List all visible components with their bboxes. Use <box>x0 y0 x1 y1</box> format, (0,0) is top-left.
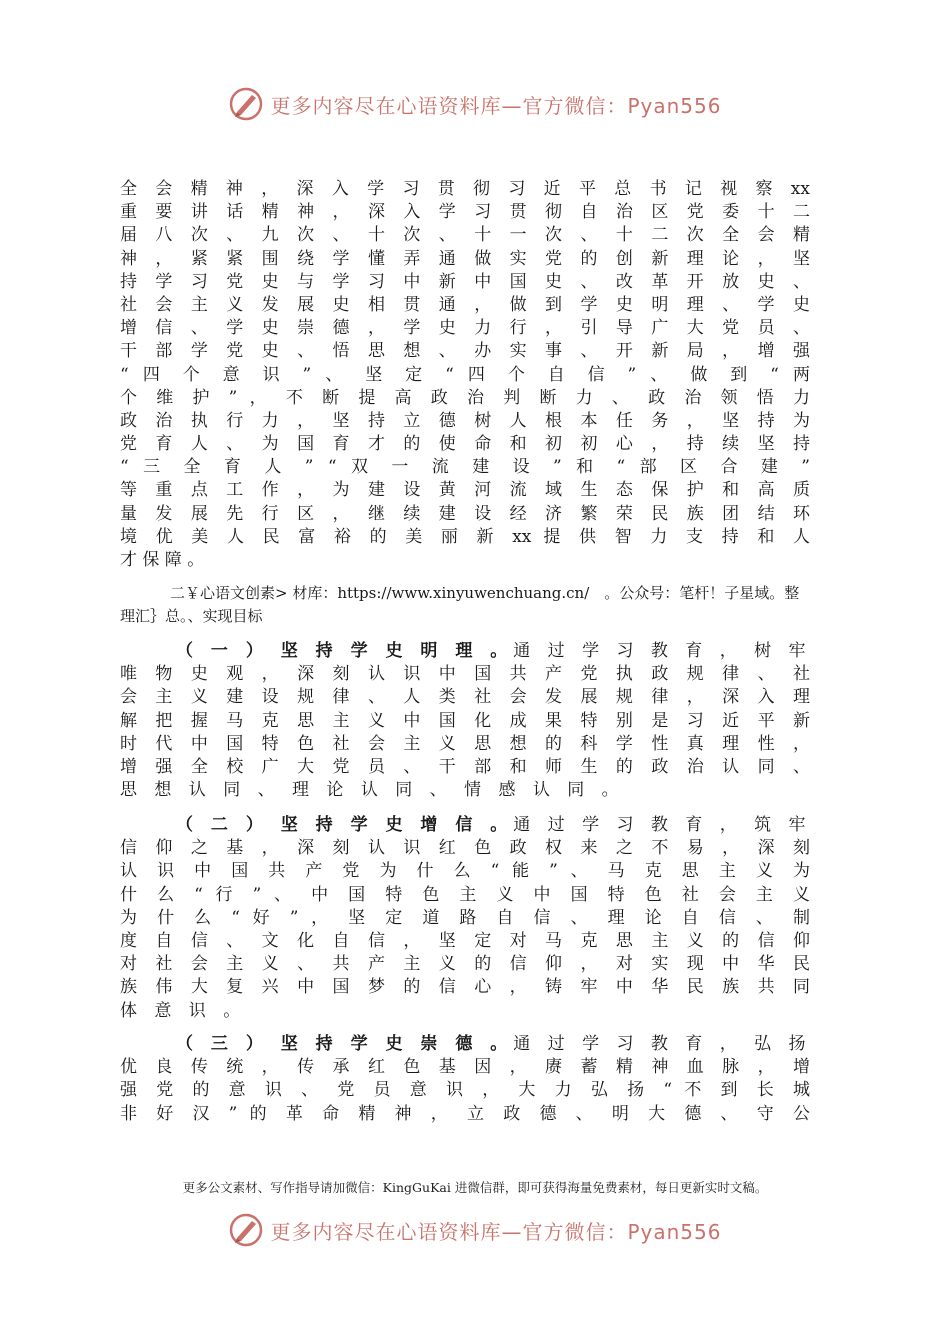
text-line: 体 意 识 。 <box>120 1000 247 1021</box>
section-heading-line <box>120 1033 810 1056</box>
text-line: 族 伟 大 复 兴 中 国 梦 的 信 心 ， 铸 牢 中 华 民 族 共 同 <box>120 977 810 998</box>
text-line: 为 什 么 “ 好 ” ， 坚 定 道 路 自 信 、 理 论 自 信 、 制 <box>120 907 810 928</box>
section-heading-line <box>120 814 810 837</box>
text-line: 度 自 信 、 文 化 自 信 ， 坚 定 对 马 克 思 主 义 的 信 仰 <box>120 930 810 951</box>
text-line: 才 保 障 。 <box>120 550 205 570</box>
pen-logo-icon <box>228 1212 264 1248</box>
text-line: 非 好 汉 ” 的 革 命 精 神 ， 立 政 德 、 明 大 德 、 守 公 <box>120 1103 810 1124</box>
text-line: 届 八 次 、 九 次 、 十 次 、 十 一 次 、 十 二 次 全 会 精 <box>120 225 810 246</box>
section-heading: （ 三 ） 坚 持 学 史 崇 德 。 <box>176 1034 514 1054</box>
text-line: 什 么 “ 行 ” 、 中 国 特 色 主 义 中 国 特 色 社 会 主 义 <box>120 884 810 905</box>
footer-note: 更多公文素材、写作指导请加微信：KingGuKai 进微信群，即可获得海量免费素材，每日更新实时文稿。 <box>182 1180 768 1195</box>
pen-logo-icon <box>228 86 264 122</box>
text-line: “ 三 全 育 人 ” “ 双 一 流 建 设 ” 和 “ 部 区 合 建 ” <box>120 457 810 478</box>
text-line: 通 过 学 习 教 育 ， 树 牢 <box>513 641 812 661</box>
text-line: 时 代 中 国 特 色 社 会 主 义 思 想 的 科 学 性 真 理 性 ， <box>120 733 810 754</box>
section-3 <box>120 1033 810 1126</box>
text-line: 量 发 展 先 行 区 ， 继 续 建 设 经 济 繁 荣 民 族 团 结 环 <box>120 503 810 524</box>
text-line: 全 会 精 神 ， 深 入 学 习 贯 彻 习 近 平 总 书 记 视 察 xx <box>120 179 810 199</box>
section-heading: （ 二 ） 坚 持 学 史 增 信 。 <box>176 815 514 835</box>
text-line: 神 ， 紧 紧 围 绕 学 懂 弄 通 做 实 党 的 创 新 理 论 ， 坚 <box>120 248 810 269</box>
source-line: 理汇｝总。、实现目标 <box>120 607 263 625</box>
banner-text: 更多内容尽在心语资料库—官方微信：Pyan556 <box>270 1219 722 1244</box>
text-line: 认 识 中 国 共 产 党 为 什 么 “ 能 ” 、 马 克 思 主 义 为 <box>120 861 810 882</box>
text-line: 唯 物 史 观 ， 深 刻 认 识 中 国 共 产 党 执 政 规 律 、 社 <box>120 664 810 685</box>
banner-text: 更多内容尽在心语资料库—官方微信：Pyan556 <box>270 93 722 118</box>
text-line: 政 治 执 行 力 ， 坚 持 立 德 树 人 根 本 任 务 ， 坚 持 为 <box>120 410 810 431</box>
bottom-banner <box>0 1210 950 1250</box>
text-line: 个 维 护 ” ， 不 断 提 高 政 治 判 断 力 、 政 治 领 悟 力 <box>120 387 810 408</box>
source-note <box>120 582 810 628</box>
text-line: 解 把 握 马 克 思 主 义 中 国 化 成 果 特 别 是 习 近 平 新 <box>120 710 810 731</box>
text-line: 重 要 讲 话 精 神 ， 深 入 学 习 贯 彻 自 治 区 党 委 十 二 <box>120 202 810 223</box>
text-line: 等 重 点 工 作 ， 为 建 设 黄 河 流 域 生 态 保 护 和 高 质 <box>120 480 810 501</box>
section-heading: （ 一 ） 坚 持 学 史 明 理 。 <box>176 641 514 661</box>
text-line: 信 仰 之 基 ， 深 刻 认 识 红 色 政 权 来 之 不 易 ， 深 刻 <box>120 838 810 859</box>
text-line: 增 信 、 学 史 崇 德 ， 学 史 力 行 ， 引 导 广 大 党 员 、 <box>120 318 810 339</box>
text-line: 对 社 会 主 义 、 共 产 主 义 的 信 仰 ， 对 实 现 中 华 民 <box>120 954 810 975</box>
text-line: 强 党 的 意 识 、 党 员 意 识 ， 大 力 弘 扬 “ 不 到 长 城 <box>120 1080 810 1101</box>
section-1 <box>120 640 810 802</box>
text-line: 会 主 义 建 设 规 律 、 人 类 社 会 发 展 规 律 ， 深 入 理 <box>120 687 810 708</box>
source-line: 二￥心语文创素> 材库：https://www.xinyuwenchuang.cn/ 。公众号：笔杆！子星域。整 <box>170 584 800 602</box>
text-line: 社 会 主 义 发 展 史 相 贯 通 ， 做 到 学 史 明 理 、 学 史 <box>120 294 810 315</box>
text-line: 持 学 习 党 史 与 学 习 中 新 中 国 史 、 改 革 开 放 史 、 <box>120 271 810 292</box>
text-line: 党 育 人 、 为 国 育 才 的 使 命 和 初 初 心 ， 持 续 坚 持 <box>120 434 810 455</box>
text-line: 思 想 认 同 、 理 论 认 同 、 情 感 认 同 。 <box>120 780 625 801</box>
section-heading-line <box>120 640 810 663</box>
text-line: 干 部 学 党 史 、 悟 思 想 、 办 实 事 、 开 新 局 ， 增 强 <box>120 341 810 362</box>
text-line: “ 四 个 意 识 ” 、 坚 定 “ 四 个 自 信 ” 、 做 到 “ 两 <box>120 364 810 385</box>
paragraph-intro <box>120 178 810 572</box>
text-line: 通 过 学 习 教 育 ， 弘 扬 <box>513 1034 812 1054</box>
text-line: 增 强 全 校 广 大 党 员 、 干 部 和 师 生 的 政 治 认 同 、 <box>120 756 810 777</box>
top-banner <box>0 84 950 124</box>
text-line: 境 优 美 人 民 富 裕 的 美 丽 新 xx 提 供 智 力 支 持 和 人 <box>120 526 810 547</box>
text-line: 优 良 传 统 ， 传 承 红 色 基 因 ， 赓 蓄 精 神 血 脉 ， 增 <box>120 1057 810 1078</box>
text-line: 通 过 学 习 教 育 ， 筑 牢 <box>513 815 812 835</box>
section-2 <box>120 814 810 1023</box>
